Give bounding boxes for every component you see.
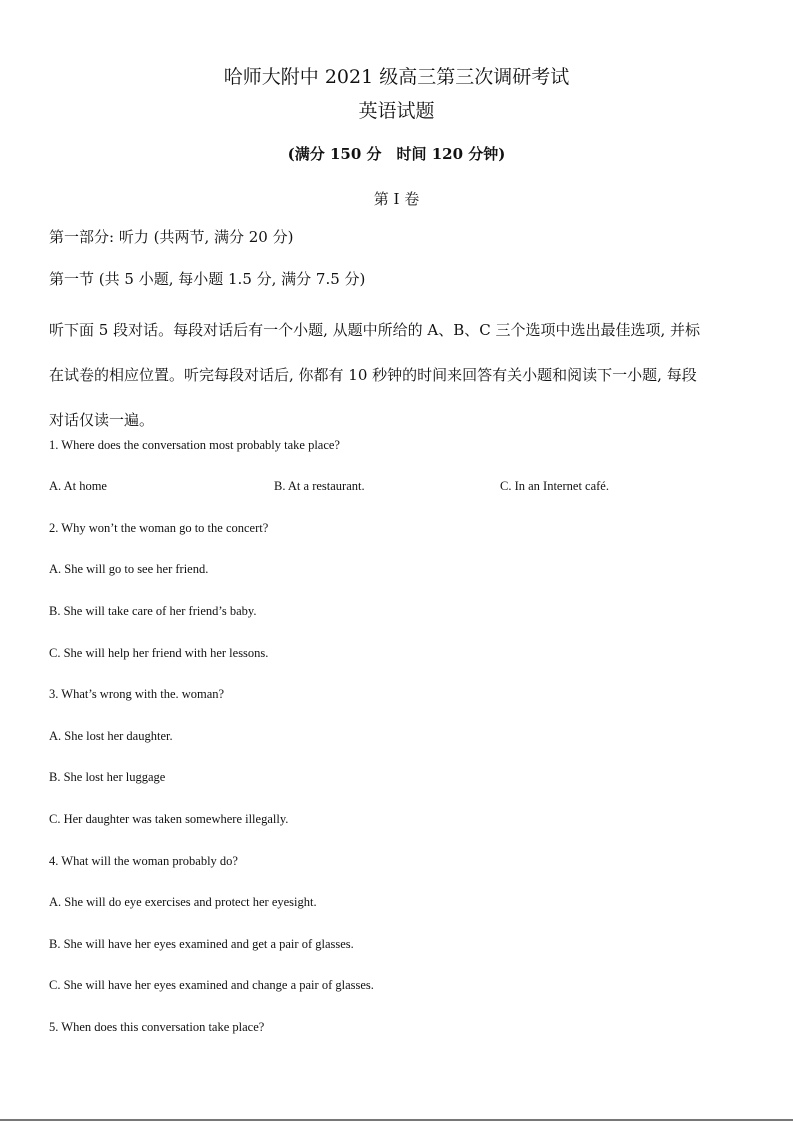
question-1-option-c: C. In an Internet café. [500, 479, 609, 493]
question-2-option-a: A. She will go to see her friend. [49, 562, 209, 576]
question-4-option-a: A. She will do eye exercises and protect her eyesight. [49, 895, 317, 909]
question-1-option-b: B. At a restaurant. [274, 479, 365, 493]
exam-title: 哈师大附中 2021 级高三第三次调研考试 [223, 66, 570, 88]
question-1-stem: 1. Where does the conversation most probably take place? [49, 438, 340, 452]
exam-subtitle: 英语试题 [358, 100, 435, 122]
page-bottom-rule [0, 1119, 793, 1121]
instruction-line: 在试卷的相应位置。听完每段对话后, 你都有 10 秒钟的时间来回答有关小题和阅读下一小题, 每段 [49, 366, 697, 384]
instruction-line: 对话仅读一遍。 [49, 411, 155, 429]
question-3-option-a: A. She lost her daughter. [49, 729, 173, 743]
question-2-option-b: B. She will take care of her friend’s baby. [49, 604, 257, 618]
section-one-heading: 第一节 (共 5 小题, 每小题 1.5 分, 满分 7.5 分) [49, 270, 366, 288]
question-1-option-a: A. At home [49, 479, 107, 493]
score-time-note: (满分 150 分 时间 120 分钟) [287, 145, 506, 163]
question-4-stem: 4. What will the woman probably do? [49, 854, 238, 868]
question-4-option-b: B. She will have her eyes examined and get a pair of glasses. [49, 937, 354, 951]
question-3-option-b: B. She lost her luggage [49, 770, 166, 784]
question-2-option-c: C. She will help her friend with her lessons. [49, 646, 269, 660]
part-one-heading: 第一部分: 听力 (共两节, 满分 20 分) [49, 228, 294, 246]
question-3-option-c: C. Her daughter was taken somewhere illegally. [49, 812, 289, 826]
question-5-stem: 5. When does this conversation take place? [49, 1020, 265, 1034]
question-3-stem: 3. What’s wrong with the. woman? [49, 687, 225, 701]
question-4-option-c: C. She will have her eyes examined and change a pair of glasses. [49, 978, 374, 992]
listening-instructions [49, 308, 749, 443]
instruction-line: 听下面 5 段对话。每段对话后有一个小题, 从题中所给的 A、B、C 三个选项中选出最佳选项, 并标 [49, 321, 701, 339]
volume-label: 第 I 卷 [373, 190, 420, 208]
question-2-stem: 2. Why won’t the woman go to the concert? [49, 521, 269, 535]
